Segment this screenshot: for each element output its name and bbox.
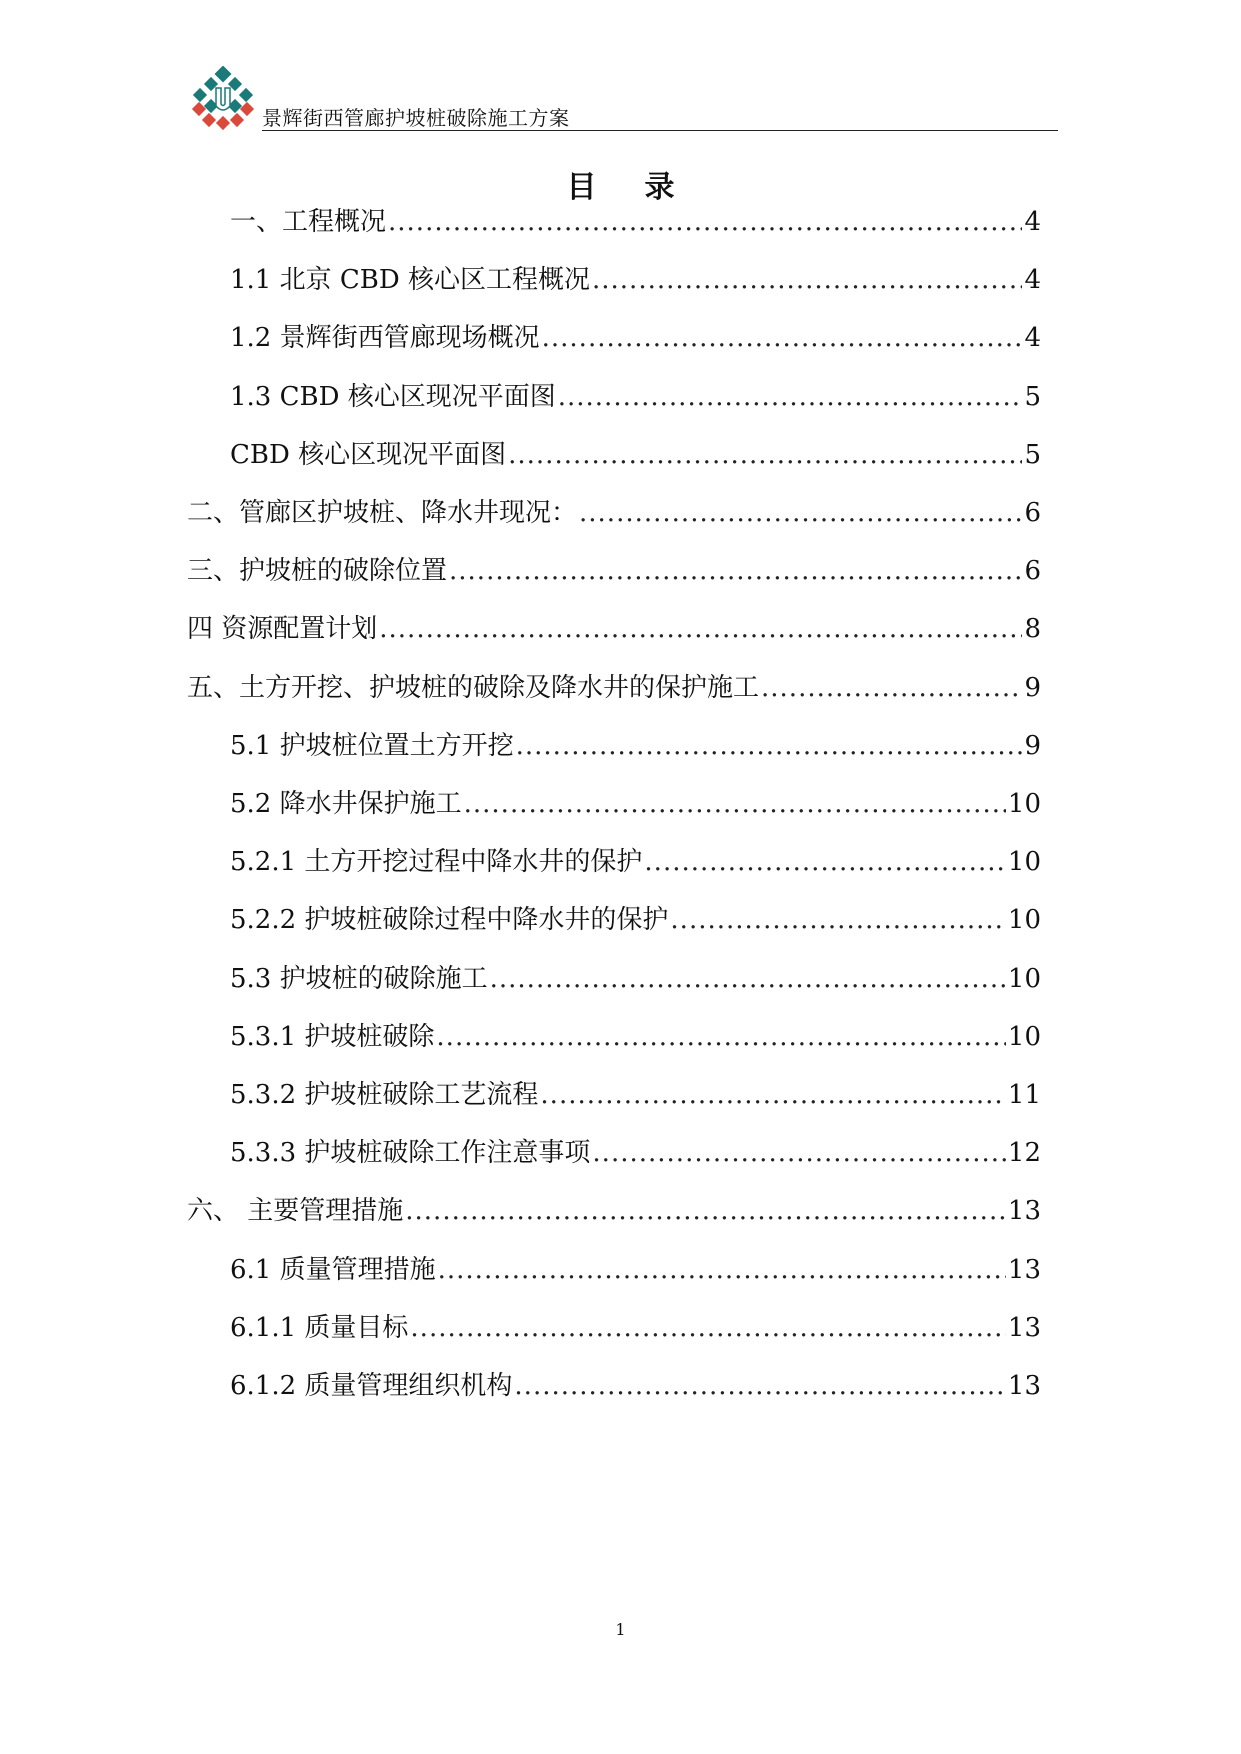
toc-entry[interactable]: [230, 318, 1041, 358]
toc-dot-leader: [592, 1133, 1005, 1173]
toc-dot-leader: [405, 1191, 1006, 1231]
toc-dot-leader: [579, 493, 1022, 533]
toc-entry-page: 5: [1024, 439, 1041, 470]
toc-entry-page: 9: [1024, 672, 1041, 703]
toc-dot-leader: [516, 726, 1023, 766]
toc-entry-label: 三、护坡桩的破除位置: [187, 556, 448, 587]
toc-entry[interactable]: [230, 435, 1041, 475]
toc-entry[interactable]: [230, 1017, 1041, 1057]
toc-entry-page: 13: [1007, 1371, 1041, 1401]
toc-entry-page: 6: [1024, 556, 1041, 587]
toc-entry-label: 5.3.1 护坡桩破除: [230, 1021, 435, 1052]
toc-entry-label: 6.1 质量管理措施: [230, 1254, 436, 1285]
toc-entry-label: 二、管廊区护坡桩、降水井现况：: [187, 498, 578, 528]
toc-entry[interactable]: [230, 959, 1041, 999]
toc-dot-leader: [542, 318, 1023, 358]
toc-entry-page: 10: [1007, 963, 1041, 994]
toc-entry-page: 13: [1007, 1196, 1041, 1227]
toc-entry-page: 13: [1007, 1254, 1041, 1285]
toc-entry-page: 6: [1024, 498, 1041, 528]
company-logo-icon: [190, 66, 256, 134]
toc-entry-label: 1.1 北京 CBD 核心区工程概况: [230, 265, 590, 296]
toc-title: 目录: [566, 170, 723, 205]
toc-entry[interactable]: [230, 1250, 1041, 1290]
toc-dot-leader: [644, 842, 1005, 882]
toc-entry-label: 5.3 护坡桩的破除施工: [230, 963, 488, 994]
toc-entry[interactable]: [230, 1366, 1041, 1406]
toc-entry-page: 10: [1007, 905, 1041, 936]
toc-entry-page: 8: [1024, 614, 1041, 645]
toc-dot-leader: [761, 668, 1022, 708]
toc-entry[interactable]: [230, 842, 1041, 882]
toc-dot-leader: [388, 202, 1022, 242]
toc-entry[interactable]: [230, 260, 1041, 300]
page-number: 1: [615, 1620, 626, 1639]
toc-entry-page: 11: [1007, 1080, 1041, 1110]
toc-entry[interactable]: [230, 202, 1041, 242]
toc-entry[interactable]: [187, 609, 1041, 649]
toc-dot-leader: [436, 1017, 1005, 1057]
toc-dot-leader: [379, 609, 1022, 649]
toc-entry-label: 1.3 CBD 核心区现况平面图: [230, 381, 556, 412]
toc-dot-leader: [464, 784, 1006, 824]
toc-entry[interactable]: [230, 1133, 1041, 1173]
page-header: [190, 66, 1058, 134]
toc-entry[interactable]: [187, 668, 1041, 708]
toc-entry[interactable]: [230, 726, 1041, 766]
toc-dot-leader: [670, 900, 1005, 940]
toc-entry-label: 5.3.2 护坡桩破除工艺流程: [230, 1080, 539, 1110]
toc-entry-page: 12: [1007, 1138, 1041, 1169]
toc-entry[interactable]: [187, 1191, 1041, 1231]
toc-dot-leader: [540, 1075, 1005, 1115]
toc-dot-leader: [490, 959, 1006, 999]
toc-entry-page: 9: [1024, 730, 1041, 761]
toc-dot-leader: [449, 551, 1022, 591]
toc-entry-page: 10: [1007, 1021, 1041, 1052]
toc-entry-page: 4: [1024, 323, 1041, 354]
toc-entry-label: CBD 核心区现况平面图: [230, 439, 507, 470]
toc-entry-label: 6.1.2 质量管理组织机构: [230, 1371, 513, 1401]
toc-entry-page: 4: [1024, 207, 1041, 237]
header-title: 景辉街西管廊护坡桩破除施工方案: [262, 106, 570, 130]
toc-entry-label: 六、 主要管理措施: [187, 1196, 404, 1227]
toc-entry[interactable]: [230, 1075, 1041, 1115]
toc-entry-label: 5.1 护坡桩位置土方开挖: [230, 730, 514, 761]
toc-entry-page: 5: [1024, 381, 1041, 412]
toc-entry-page: 10: [1007, 789, 1041, 819]
toc-dot-leader: [508, 435, 1022, 475]
toc-entry-page: 13: [1007, 1312, 1041, 1343]
toc-entry-page: 10: [1007, 847, 1041, 878]
toc-dot-leader: [592, 260, 1022, 300]
toc-entry-page: 4: [1024, 265, 1041, 296]
toc-entry-label: 一、工程概况: [230, 207, 387, 237]
toc-entry-label: 5.2.2 护坡桩破除过程中降水井的保护: [230, 905, 669, 936]
toc-dot-leader: [410, 1308, 1005, 1348]
toc-entry[interactable]: [230, 900, 1041, 940]
toc-entry[interactable]: [230, 1308, 1041, 1348]
toc-dot-leader: [514, 1366, 1005, 1406]
toc-entry-label: 四 资源配置计划: [187, 614, 378, 645]
toc-entry[interactable]: [230, 784, 1041, 824]
toc-entry[interactable]: [187, 493, 1041, 533]
toc-entry-label: 5.2 降水井保护施工: [230, 789, 462, 819]
toc-entry-label: 1.2 景辉街西管廊现场概况: [230, 323, 540, 354]
toc-entry-label: 5.3.3 护坡桩破除工作注意事项: [230, 1138, 591, 1169]
toc-entry[interactable]: [230, 377, 1041, 417]
toc-dot-leader: [558, 377, 1023, 417]
toc-entry-label: 5.2.1 土方开挖过程中降水井的保护: [230, 847, 643, 878]
toc-entry-label: 6.1.1 质量目标: [230, 1312, 409, 1343]
toc-dot-leader: [438, 1250, 1006, 1290]
toc-entry-label: 五、土方开挖、护坡桩的破除及降水井的保护施工: [187, 672, 760, 703]
toc-entry[interactable]: [187, 551, 1041, 591]
header-divider: [262, 130, 1058, 131]
